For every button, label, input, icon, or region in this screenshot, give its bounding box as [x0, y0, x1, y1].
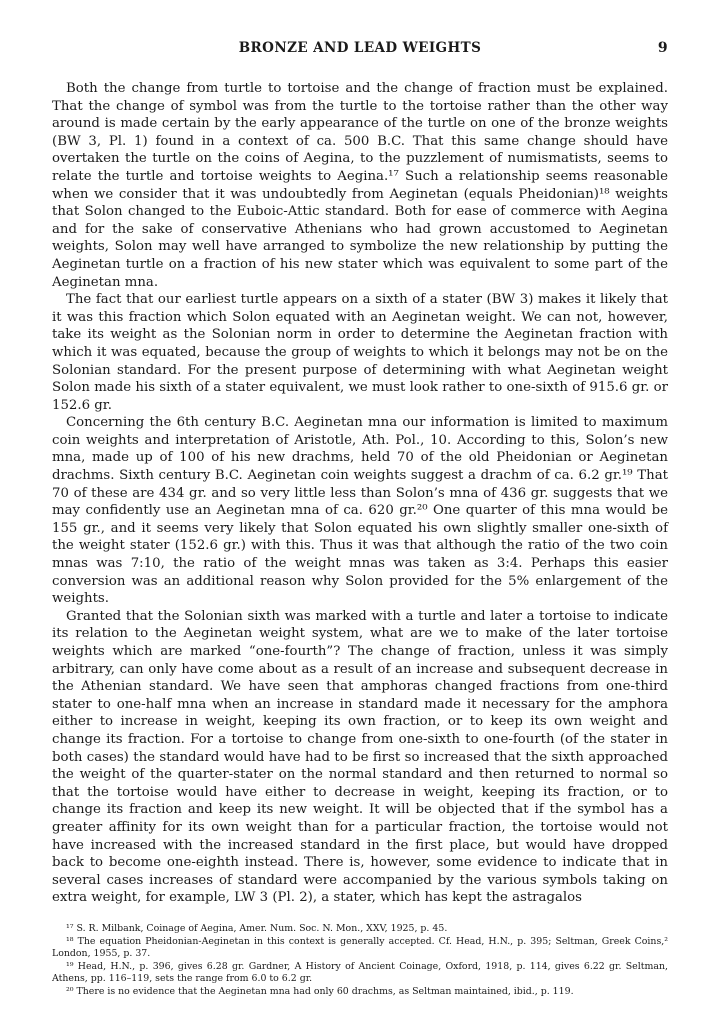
- footnote-19: ¹⁹ Head, H.N., p. 396, gives 6.28 gr. Gardner, A History of Ancient Coinage, Oxford, 1918, p. 114, gives 6.22 gr. Seltman, Athens, pp. 116–119, sets the range from 6.0 to 6.2 gr.: [52, 960, 668, 985]
- footnote-18: ¹⁸ The equation Pheidonian-Aeginetan in this context is generally accepted. Cf. Head, H.N., p. 395; Seltman, Greek Coins,² London, 1955, p. 37.: [52, 935, 668, 960]
- running-title: BRONZE AND LEAD WEIGHTS: [238, 40, 482, 56]
- body-text: [52, 80, 668, 907]
- paragraph: Concerning the 6th century B.C. Aeginetan mna our information is limited to maximum coin weights and interpretation of Aristotle, Ath. Pol., 10. According to this, Solon’s new mna, made up of 100 of his new drachms, held 70 of the old Pheidonian or Aeginetan drachms. Sixth century B.C. Aeginetan coin weights suggest a drachm of ca. 6.2 gr.¹⁹ That 70 of these are 434 gr. and so very little less than Solon’s mna of 436 gr. suggests that we may confidently use an Aeginetan mna of ca. 620 gr.²⁰ One quarter of this mna would be 155 gr., and it seems very likely that Solon equated his own slightly smaller one-sixth of the weight stater (152.6 gr.) with this. Thus it was that although the ratio of the two coin mnas was 7:10, the ratio of the weight mnas was taken as 3:4. Perhaps this easier conversion was an additional reason why Solon provided for the 5% enlargement of the weights.: [52, 415, 668, 607]
- footnote-17: ¹⁷ S. R. Milbank, Coinage of Aegina, Amer. Num. Soc. N. Mon., XXV, 1925, p. 45.: [66, 922, 448, 934]
- footnote-20: ²⁰ There is no evidence that the Aeginetan mna had only 60 drachms, as Seltman maintained, ibid., p. 119.: [66, 985, 574, 997]
- paragraph: Both the change from turtle to tortoise and the change of fraction must be explained. That the change of symbol was from the turtle to the tortoise rather than the other way around is made certain by the early appearance of the turtle on one of the bronze weights (BW 3, Pl. 1) found in a context of ca. 500 B.C. That this same change should have overtaken the turtle on the coins of Aegina, to the puzzlement of numismatists, seems to relate the turtle and tortoise weights to Aegina.¹⁷ Such a relationship seems reasonable when we consider that it was undoubtedly from Aeginetan (equals Pheidonian)¹⁸ weights that Solon changed to the Euboic-Attic standard. Both for ease of commerce with Aegina and for the sake of conservative Athenians who had grown accustomed to Aeginetan weights, Solon may well have arranged to symbolize the new relationship by putting the Aeginetan turtle on a fraction of his new stater which was equivalent to some part of the Aeginetan mna.: [52, 81, 668, 290]
- page-number: 9: [657, 40, 668, 56]
- paragraph: The fact that our earliest turtle appears on a sixth of a stater (BW 3) makes it likely that it was this fraction which Solon equated with an Aeginetan weight. We can not, however, take its weight as the Solonian norm in order to determine the Aeginetan fraction with which it was equated, because the group of weights to which it belongs may not be on the Solonian standard. For the present purpose of determining with what Aeginetan weight Solon made his sixth of a stater equivalent, we must look rather to one-sixth of 915.6 gr. or 152.6 gr.: [52, 292, 668, 413]
- page: [52, 40, 668, 998]
- running-head: [52, 40, 668, 62]
- paragraph: Granted that the Solonian sixth was marked with a turtle and later a tortoise to indicate its relation to the Aeginetan weight system, what are we to make of the later tortoise weights which are marked “one-fourth”? The change of fraction, unless it was simply arbitrary, can only have come about as a result of an increase and subsequent decrease in the Athenian standard. We have seen that amphoras changed fractions from one-third stater to one-half mna when an increase in standard made it necessary for the amphora either to increase in weight, keeping its own fraction, or to keep its own weight and change its fraction. For a tortoise to change from one-sixth to one-fourth (of the stater in both cases) the standard would have had to be first so increased that the sixth approached the weight of the quarter-stater on the normal standard and then returned to normal so that the tortoise would have either to decrease in weight, keeping its fraction, or to change its fraction and keep its new weight. It will be objected that if the symbol has a greater affinity for its own weight than for a particular fraction, the tortoise would not have increased with the increased standard in the first place, but would have dropped back to become one-eighth instead. There is, however, some evidence to indicate that in several cases increases of standard were accompanied by the various symbols taking on extra weight, for example, LW 3 (Pl. 2), a stater, which has kept the astragalos: [52, 608, 668, 906]
- footnotes: [52, 923, 668, 999]
